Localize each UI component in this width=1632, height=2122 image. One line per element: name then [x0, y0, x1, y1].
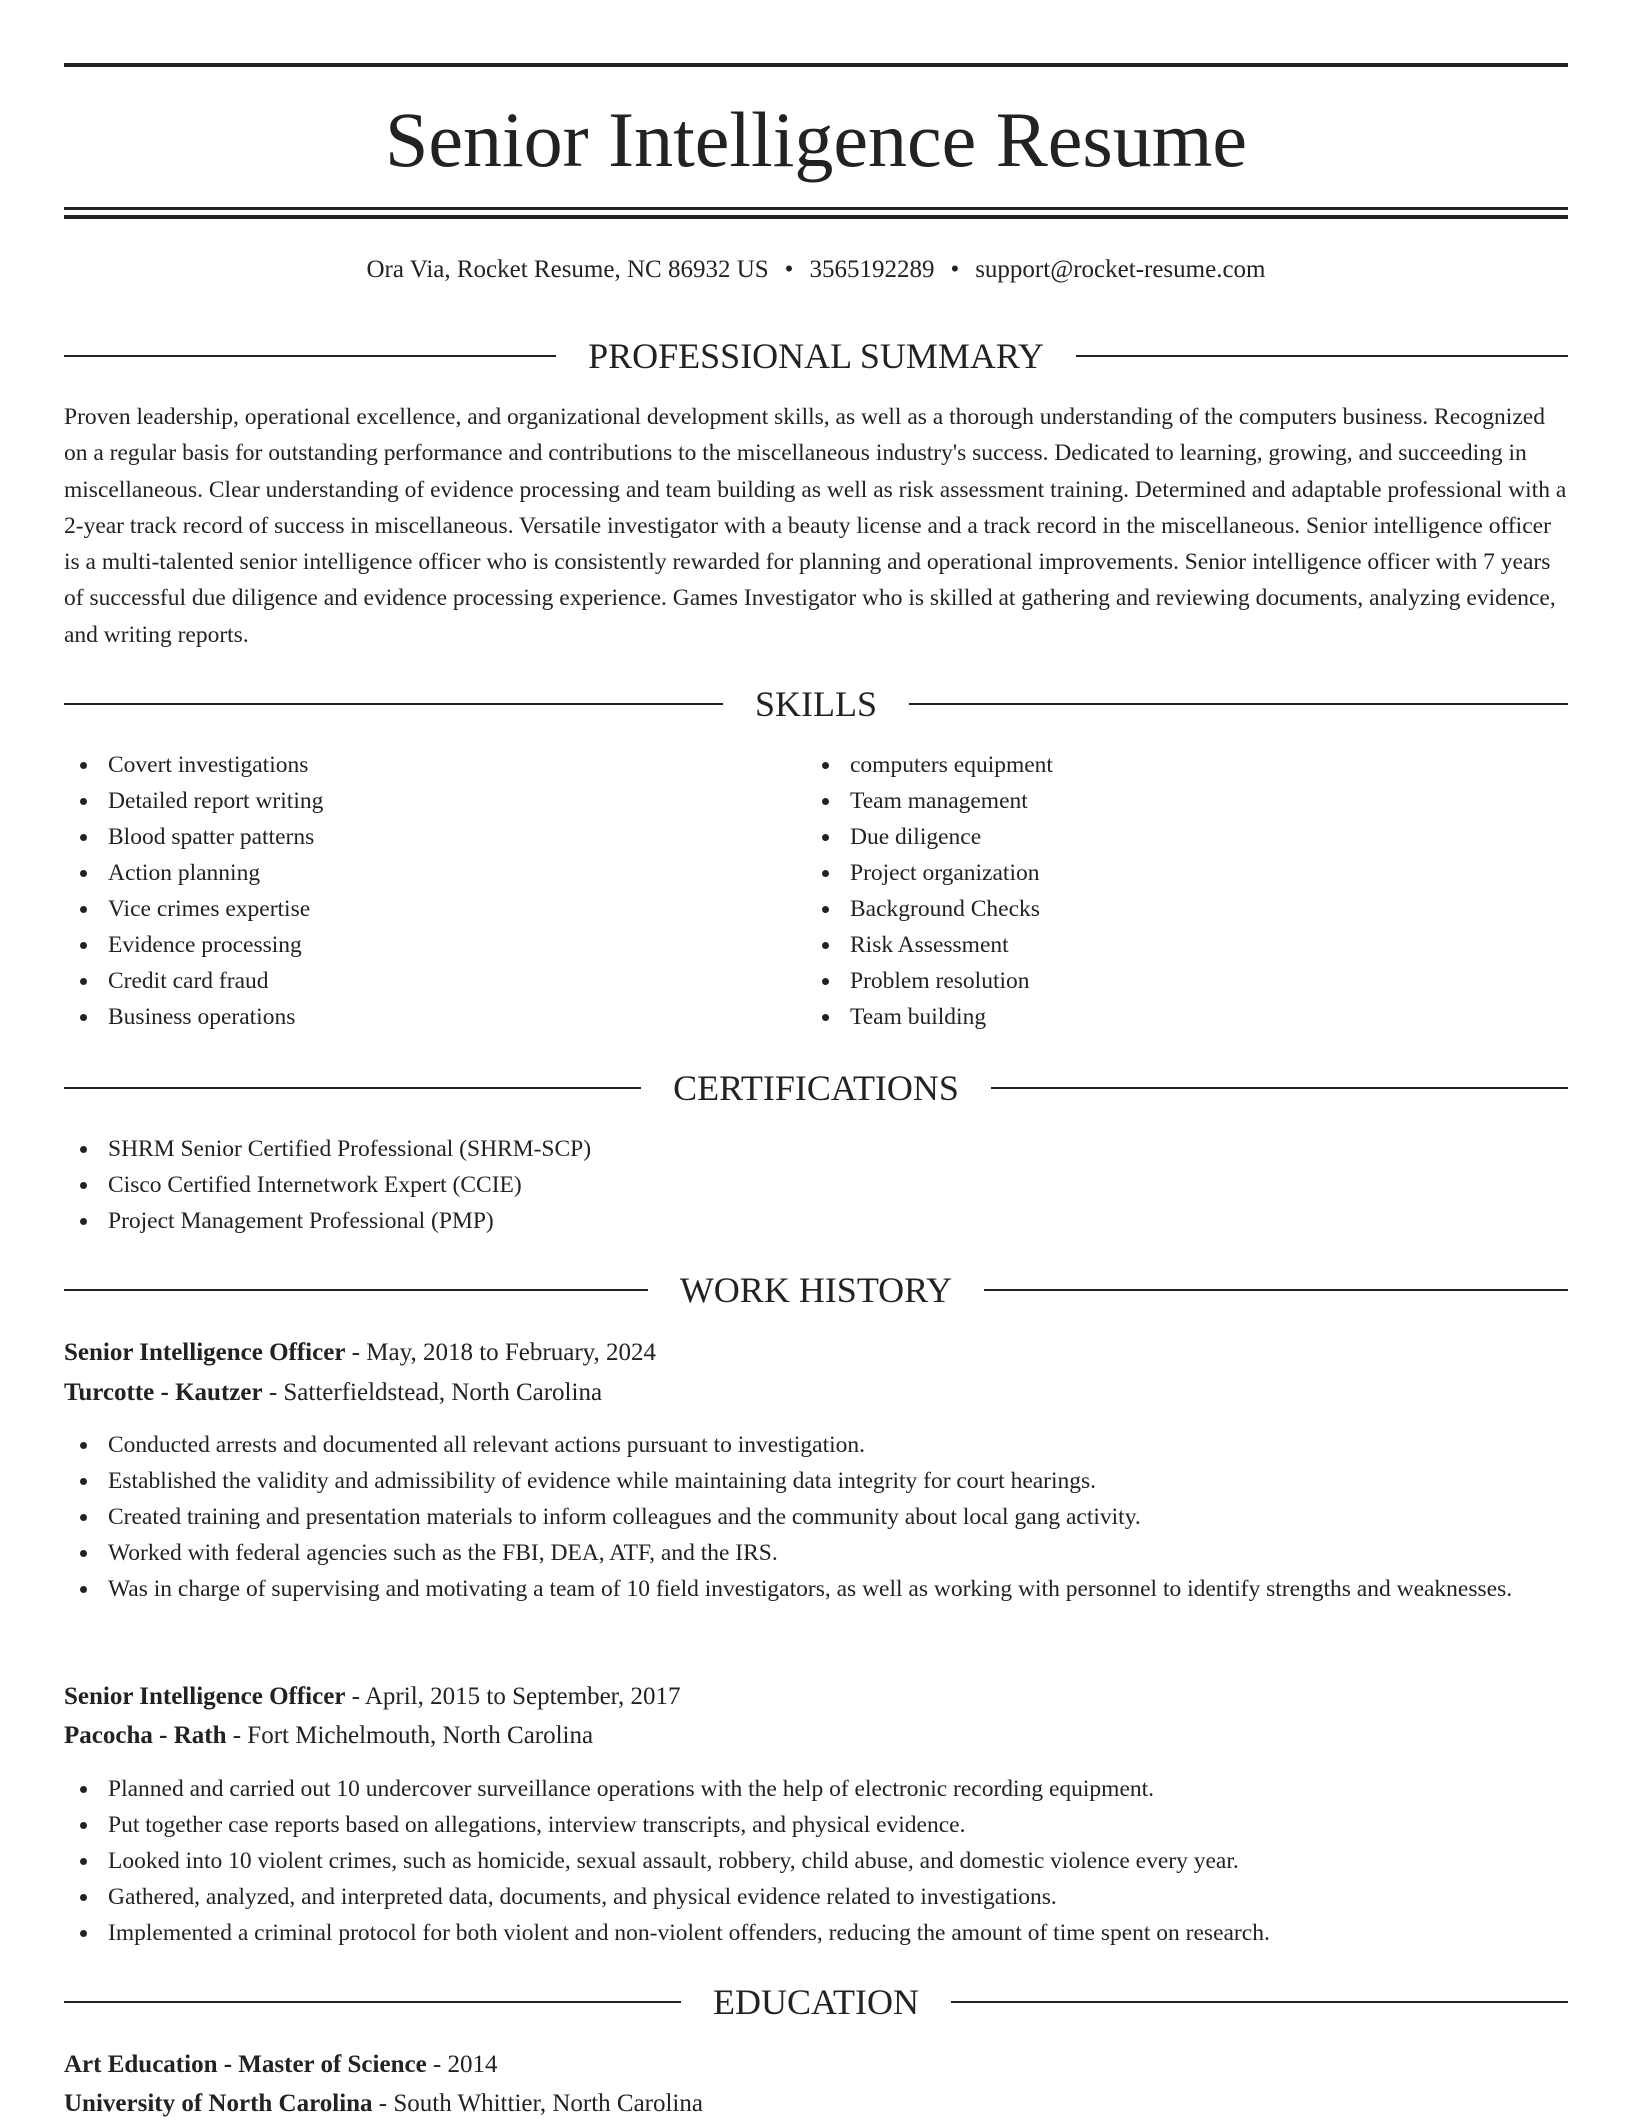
skill-item: Action planning — [64, 855, 764, 891]
heading-rule — [64, 703, 723, 705]
job-location: - Fort Michelmouth, North Carolina — [226, 1722, 594, 1749]
education-degree-line — [64, 2047, 1568, 2083]
top-rule — [64, 63, 1568, 67]
job-duty: Planned and carried out 10 undercover surveillance operations with the help of electronic recording equipment. — [64, 1771, 1568, 1807]
job-duty: Created training and presentation materials to inform colleagues and the community about local gang activity. — [64, 1499, 1568, 1535]
skill-item: Problem resolution — [806, 963, 1506, 999]
section-heading-summary — [64, 334, 1568, 378]
job-duty: Worked with federal agencies such as the FBI, DEA, ATF, and the IRS. — [64, 1535, 1568, 1571]
section-heading-work-history — [64, 1268, 1568, 1312]
job-location: - Satterfieldstead, North Carolina — [262, 1379, 603, 1406]
job-title-line — [64, 1335, 1568, 1371]
section-title: WORK HISTORY — [679, 1270, 953, 1310]
certification-item: SHRM Senior Certified Professional (SHRM-SCP) — [64, 1131, 1568, 1167]
heading-rule — [991, 1087, 1568, 1089]
skill-item: Credit card fraud — [64, 963, 764, 999]
heading-rule — [984, 1289, 1568, 1291]
skills-list-left — [64, 747, 764, 1035]
section-title: EDUCATION — [713, 1982, 919, 2022]
skill-item: Team building — [806, 999, 1506, 1035]
contact-separator: • — [784, 256, 794, 283]
skill-item: Covert investigations — [64, 747, 764, 783]
job-duty: Gathered, analyzed, and interpreted data, documents, and physical evidence related to investigations. — [64, 1879, 1568, 1915]
heading-rule — [1076, 355, 1568, 357]
skill-item: Business operations — [64, 999, 764, 1035]
job-dates: - May, 2018 to February, 2024 — [345, 1339, 657, 1366]
job-company-line — [64, 1718, 1568, 1754]
contact-email: support@rocket-resume.com — [975, 256, 1266, 283]
skills-list-right — [806, 747, 1506, 1035]
skill-item: Project organization — [806, 855, 1506, 891]
job-title: Senior Intelligence Officer — [64, 1683, 346, 1710]
heading-rule — [64, 2001, 681, 2003]
section-title: PROFESSIONAL SUMMARY — [588, 336, 1044, 376]
job-duty: Put together case reports based on allegations, interview transcripts, and physical evidence. — [64, 1807, 1568, 1843]
heading-rule — [909, 703, 1568, 705]
skill-item: Blood spatter patterns — [64, 819, 764, 855]
skill-item: computers equipment — [806, 747, 1506, 783]
job-dates: - April, 2015 to September, 2017 — [345, 1683, 681, 1710]
job-title-line — [64, 1679, 1568, 1715]
job-duty: Established the validity and admissibility of evidence while maintaining data integrity for court hearings. — [64, 1463, 1568, 1499]
heading-rule — [951, 2001, 1568, 2003]
heading-rule — [64, 1087, 641, 1089]
job-duty: Implemented a criminal protocol for both violent and non-violent offenders, reducing the amount of time spent on research. — [64, 1915, 1568, 1951]
summary-text: Proven leadership, operational excellence, and organizational development skills, as well as a thorough understanding of the computers business. Recognized on a regular basis for outstanding performance and contributions to the miscellaneous industry's success. Dedicated to learning, growing, and succeeding in miscellaneous. Clear understanding of evidence processing and team building as well as risk assessment training. Determined and adaptable professional with a 2-year track record of success in miscellaneous. Versatile investigator with a beauty license and a track record in the miscellaneous. Senior intelligence officer is a multi-talented senior intelligence officer who is consistently rewarded for planning and operational improvements. Senior intelligence officer with 7 years of successful due diligence and evidence processing experience. Games Investigator who is skilled at gathering and reviewing documents, analyzing evidence, and writing reports. — [64, 404, 1567, 648]
section-title: SKILLS — [755, 684, 878, 724]
skill-item: Vice crimes expertise — [64, 891, 764, 927]
section-heading-skills — [64, 682, 1568, 726]
job-company: Pacocha - Rath — [64, 1722, 227, 1749]
contact-phone: 3565192289 — [809, 256, 935, 283]
heading-rule — [64, 1289, 648, 1291]
skill-item: Risk Assessment — [806, 927, 1506, 963]
job-duty: Conducted arrests and documented all relevant actions pursuant to investigation. — [64, 1427, 1568, 1463]
job-company: Turcotte - Kautzer — [64, 1379, 263, 1406]
section-heading-certifications — [64, 1066, 1568, 1110]
section-heading-education — [64, 1980, 1568, 2024]
certification-item: Project Management Professional (PMP) — [64, 1203, 1568, 1239]
skill-item: Team management — [806, 783, 1506, 819]
contact-line — [64, 252, 1568, 288]
title-rule-upper — [64, 207, 1568, 210]
heading-rule — [64, 355, 556, 357]
education-location: - South Whittier, North Carolina — [372, 2090, 703, 2117]
contact-separator: • — [950, 256, 960, 283]
skill-item: Evidence processing — [64, 927, 764, 963]
education-year: - 2014 — [426, 2051, 498, 2078]
job-company-line — [64, 1375, 1568, 1411]
skill-item: Detailed report writing — [64, 783, 764, 819]
title-rule-lower — [64, 215, 1568, 219]
skill-item: Background Checks — [806, 891, 1506, 927]
resume-title: Senior Intelligence Resume — [384, 96, 1248, 183]
section-title: CERTIFICATIONS — [673, 1068, 959, 1108]
education-school: University of North Carolina — [64, 2090, 373, 2117]
job-duties-list — [64, 1427, 1568, 1607]
certification-item: Cisco Certified Internetwork Expert (CCIE) — [64, 1167, 1568, 1203]
education-school-line — [64, 2086, 1568, 2122]
job-duty: Was in charge of supervising and motivating a team of 10 field investigators, as well as working with personnel to identify strengths and weaknesses. — [64, 1571, 1568, 1607]
job-duties-list — [64, 1771, 1568, 1951]
skill-item: Due diligence — [806, 819, 1506, 855]
education-degree: Art Education - Master of Science — [64, 2051, 427, 2078]
job-duty: Looked into 10 violent crimes, such as homicide, sexual assault, robbery, child abuse, and domestic violence every year. — [64, 1843, 1568, 1879]
contact-address: Ora Via, Rocket Resume, NC 86932 US — [366, 256, 769, 283]
certifications-list — [64, 1131, 1568, 1239]
job-title: Senior Intelligence Officer — [64, 1339, 346, 1366]
